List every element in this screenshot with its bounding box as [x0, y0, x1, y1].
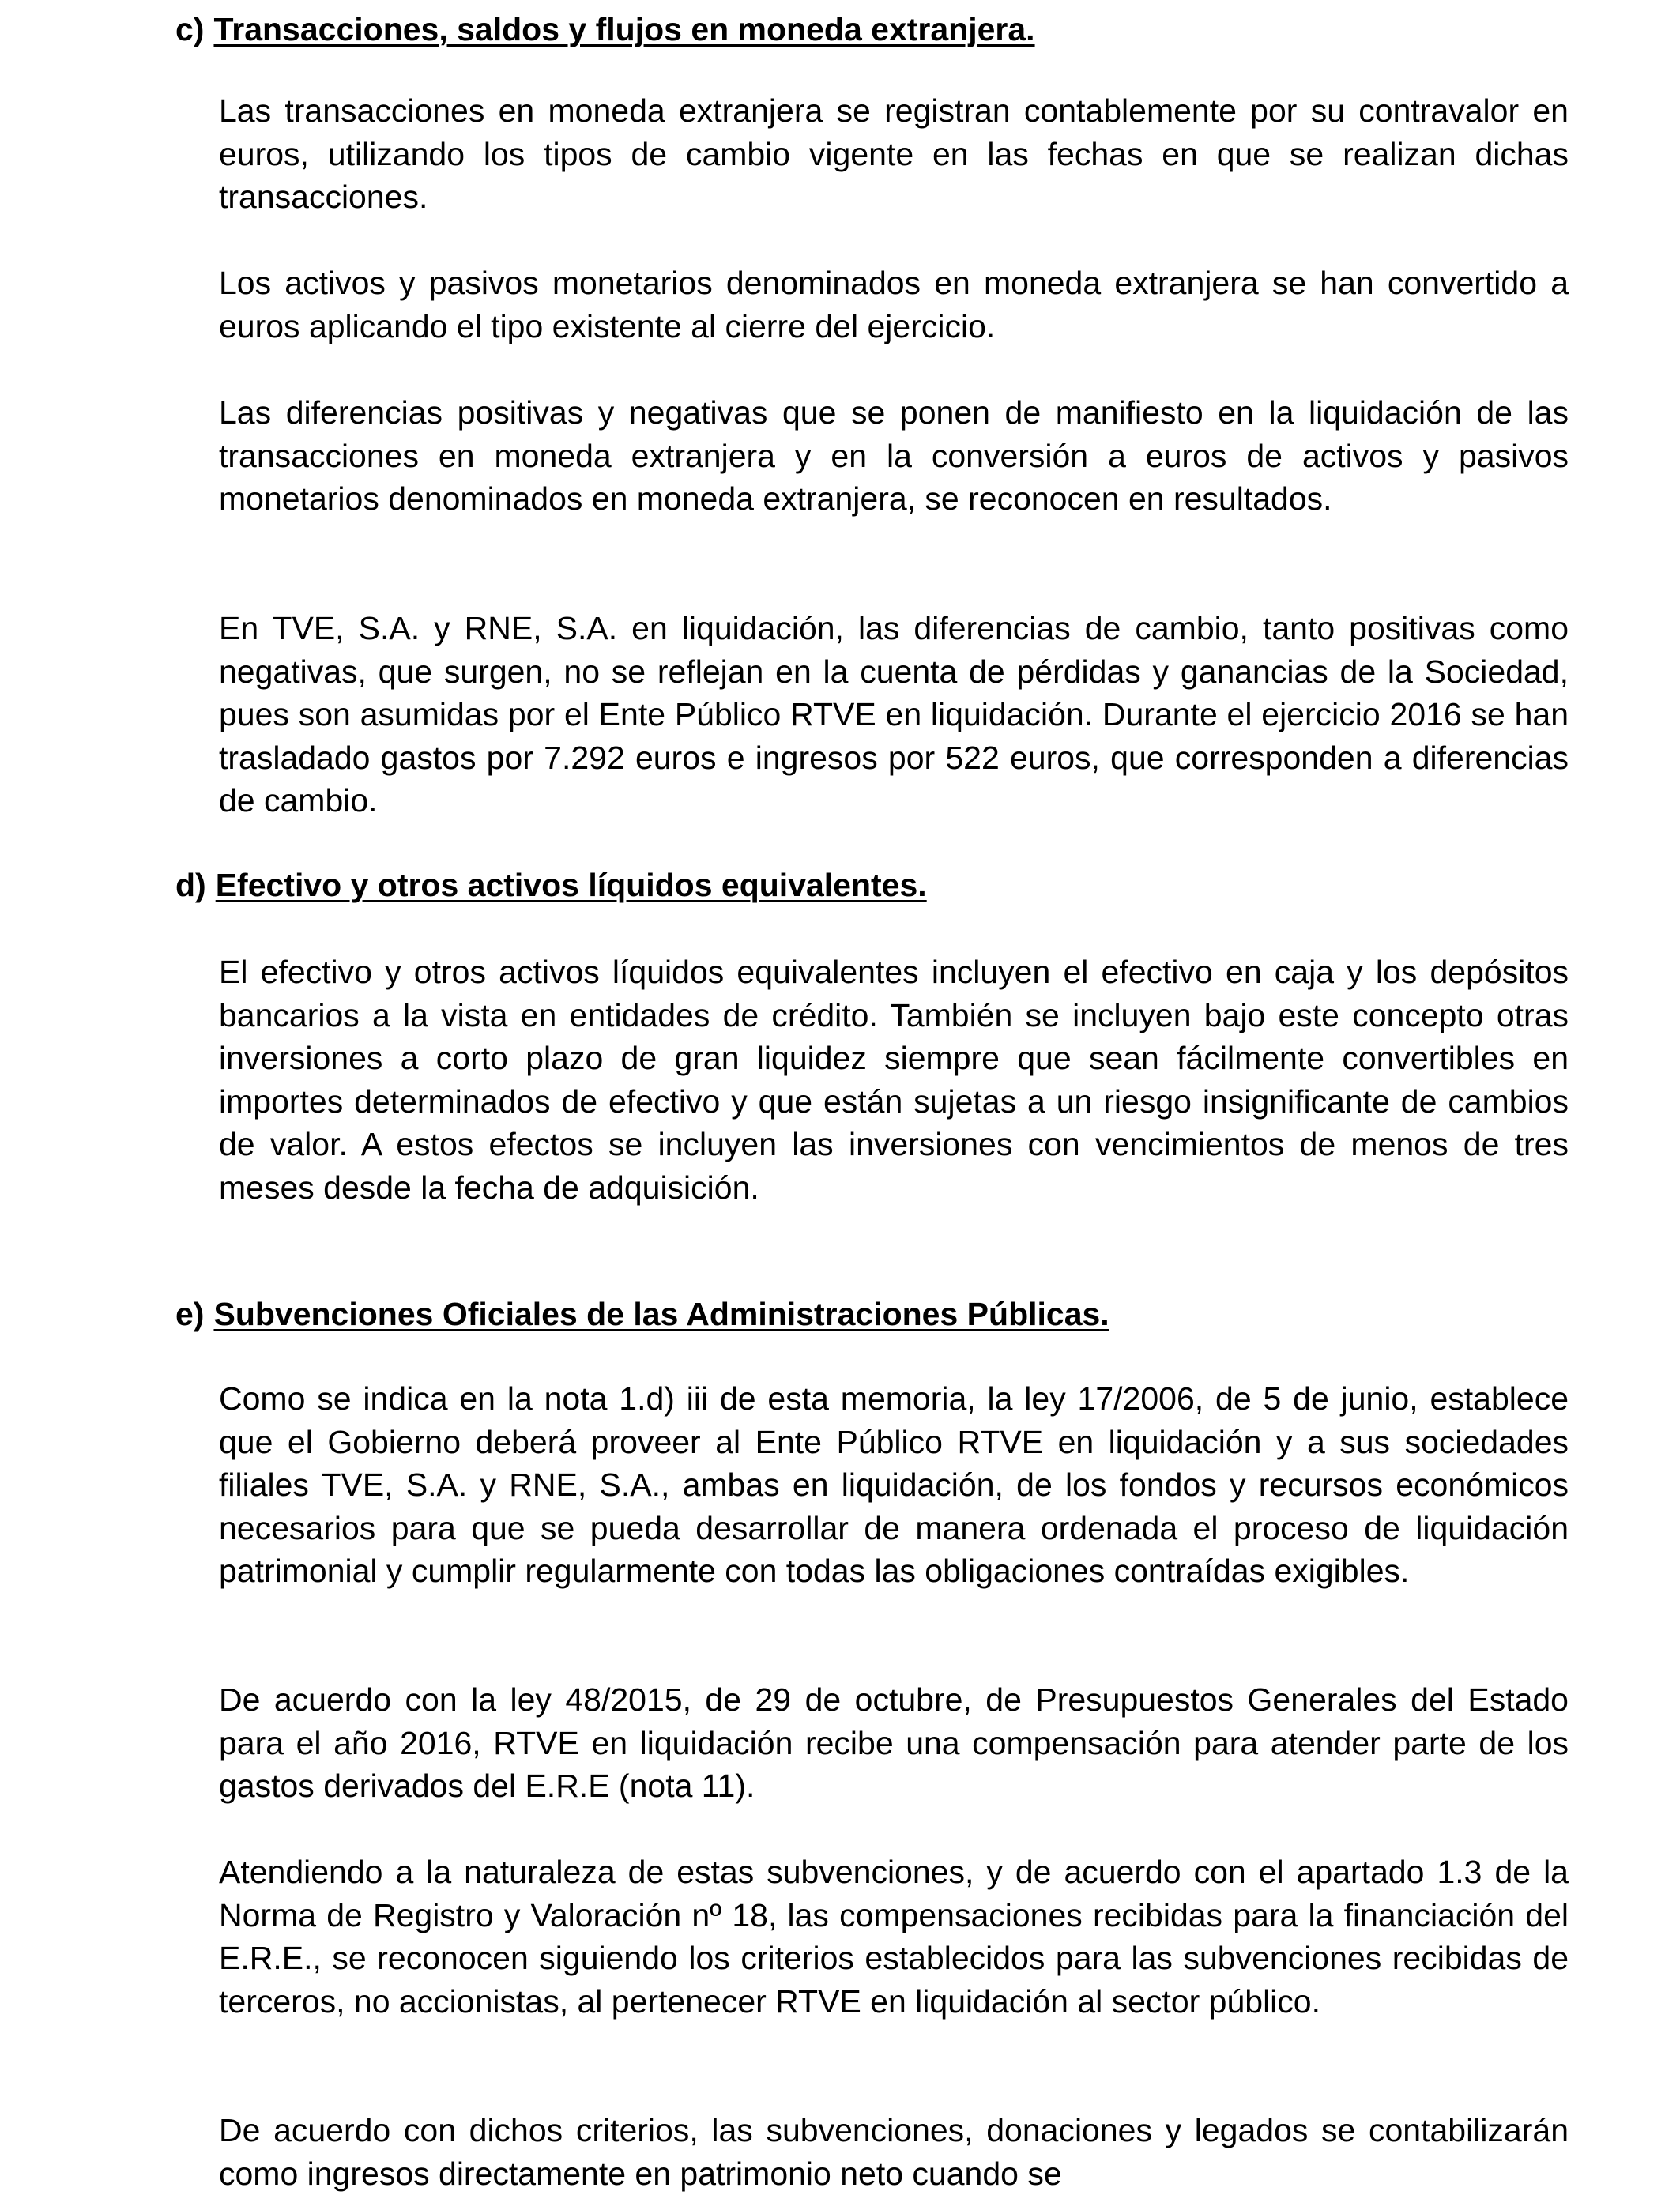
section-letter: d) [175, 867, 206, 903]
paragraph: Las transacciones en moneda extranjera se registran contablemente por su contravalor en euros, utilizando los tipos de cambio vigente en las fechas en que se realizan dichas transacciones. [219, 92, 1569, 215]
section-title: Subvenciones Oficiales de las Administraciones Públicas. [213, 1296, 1109, 1332]
section-letter: c) [175, 11, 205, 47]
section-heading-e [175, 1293, 1109, 1335]
section-letter: e) [175, 1296, 205, 1332]
section-title: Efectivo y otros activos líquidos equivalentes. [215, 867, 927, 903]
paragraph: De acuerdo con la ley 48/2015, de 29 de octubre, de Presupuestos Generales del Estado para el año 2016, RTVE en liquidación recibe una compensación para atender parte de los gastos derivados del E.R.E (nota 11). [219, 1681, 1569, 1804]
paragraph: Como se indica en la nota 1.d) iii de esta memoria, la ley 17/2006, de 5 de junio, establece que el Gobierno deberá proveer al Ente Público RTVE en liquidación y a sus sociedades filiales TVE, S.A. y RNE, S.A., ambas en liquidación, de los fondos y recursos económicos necesarios para que se pueda desarrollar de manera ordenada el proceso de liquidación patrimonial y cumplir regularmente con todas las obligaciones contraídas exigibles. [219, 1380, 1569, 1589]
section-heading-d [175, 864, 927, 906]
paragraph: Los activos y pasivos monetarios denominados en moneda extranjera se han convertido a euros aplicando el tipo existente al cierre del ejercicio. [219, 265, 1569, 344]
section-title: Transacciones, saldos y flujos en moneda extranjera. [213, 11, 1035, 47]
paragraph: El efectivo y otros activos líquidos equivalentes incluyen el efectivo en caja y los depósitos bancarios a la vista en entidades de crédito. También se incluyen bajo este concepto otras inversiones a corto plazo de gran liquidez siempre que sean fácilmente convertibles en importes determinados de efectivo y que están sujetas a un riesgo insignificante de cambios de valor. A estos efectos se incluyen las inversiones con vencimientos de menos de tres meses desde la fecha de adquisición. [219, 954, 1569, 1206]
section-heading-c [175, 8, 1035, 51]
paragraph: Las diferencias positivas y negativas que se ponen de manifiesto en la liquidación de las transacciones en moneda extranjera y en la conversión a euros de activos y pasivos monetarios denominados en moneda extranjera, se reconocen en resultados. [219, 394, 1569, 517]
paragraph: En TVE, S.A. y RNE, S.A. en liquidación, las diferencias de cambio, tanto positivas como negativas, que surgen, no se reflejan en la cuenta de pérdidas y ganancias de la Sociedad, pues son asumidas por el Ente Público RTVE en liquidación. Durante el ejercicio 2016 se han trasladado gastos por 7.292 euros e ingresos por 522 euros, que corresponden a diferencias de cambio. [219, 610, 1569, 819]
paragraph: De acuerdo con dichos criterios, las subvenciones, donaciones y legados se contabilizarán como ingresos directamente en patrimonio neto cuando se [219, 2112, 1569, 2192]
paragraph: Atendiendo a la naturaleza de estas subvenciones, y de acuerdo con el apartado 1.3 de la Norma de Registro y Valoración nº 18, las compensaciones recibidas para la financiación del E.R.E., se reconocen siguiendo los criterios establecidos para las subvenciones recibidas de terceros, no accionistas, al pertenecer RTVE en liquidación al sector público. [219, 1854, 1569, 2020]
